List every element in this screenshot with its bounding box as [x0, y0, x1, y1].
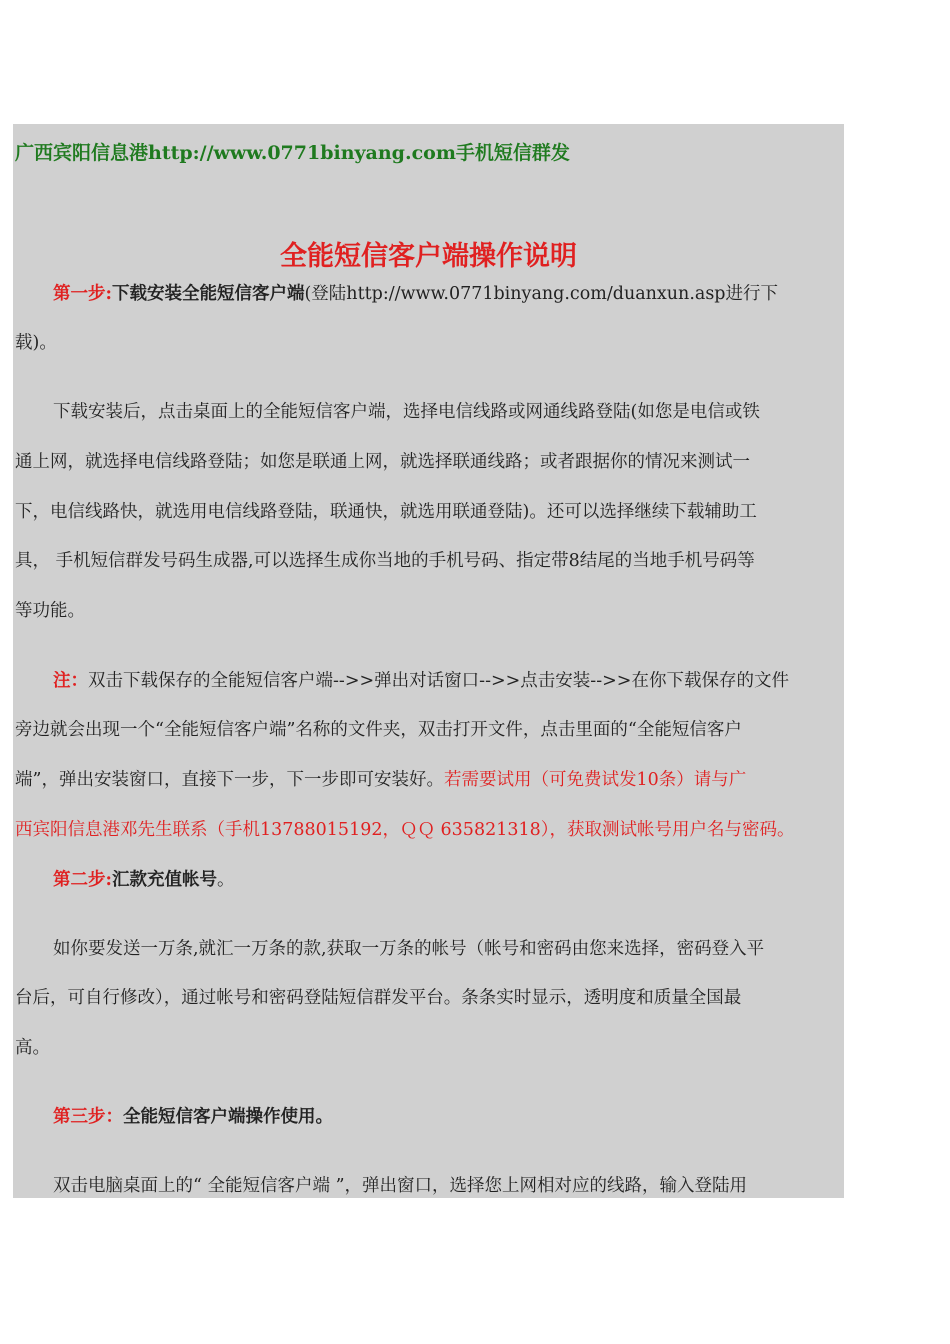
step1-line [53, 282, 778, 306]
step1-label: 第一步: [53, 284, 112, 304]
note-label: 注： [53, 671, 88, 691]
site-header: 广西宾阳信息港http://www.0771binyang.com手机短信群发 [15, 142, 570, 164]
note-contact-text: 若需要试用（可免费试发10条）请与广 [443, 770, 747, 790]
para2-line: 高。 [15, 1038, 50, 1058]
document-title: 全能短信客户端操作说明 [280, 241, 577, 272]
document-panel [13, 124, 844, 1198]
para1-line: 具， 手机短信群发号码生成器,可以选择生成你当地的手机号码、指定带8结尾的当地手机号码等 [15, 551, 755, 571]
step3-heading: 全能短信客户端操作使用。 [123, 1107, 333, 1127]
para3-line: 双击电脑桌面上的“ 全能短信客户端 ”，弹出窗口，选择您上网相对应的线路，输入登陆用 [53, 1176, 748, 1196]
para1-line: 下载安装后，点击桌面上的全能短信客户端，选择电信线路或网通线路登陆(如您是电信或铁 [53, 402, 760, 422]
step1-heading: 下载安装全能短信客户端 [111, 284, 305, 304]
step2-tail: 。 [216, 870, 235, 890]
step2-label: 第二步: [53, 870, 112, 890]
para2-line: 台后，可自行修改），通过帐号和密码登陆短信群发平台。条条实时显示，透明度和质量全国最 [15, 988, 742, 1008]
note-line: 旁边就会出现一个“全能短信客户端”名称的文件夹，双击打开文件，点击里面的“全能短信客户 [15, 720, 742, 740]
para1-line: 等功能。 [15, 601, 85, 621]
step2-line [53, 868, 234, 892]
note-contact-text: 西宾阳信息港邓先生联系（手机13788015192，ＱＱ 635821318），获取测试帐号用户名与密码。 [15, 820, 795, 840]
note-line [15, 768, 746, 792]
para1-line: 通上网，就选择电信线路登陆；如您是联通上网，就选择联通线路；或者跟据你的情况来测试一 [15, 452, 750, 472]
step2-heading: 汇款充值帐号 [111, 870, 217, 890]
step1-text: (登陆http://www.0771binyang.com/duanxun.asp进行下 [304, 284, 779, 304]
note-text: 端”，弹出安装窗口，直接下一步，下一步即可安装好。 [15, 770, 444, 790]
step1-text-cont: 载)。 [15, 333, 57, 353]
step3-label: 第三步： [53, 1107, 123, 1127]
para2-line: 如你要发送一万条,就汇一万条的款,获取一万条的帐号（帐号和密码由您来选择，密码登入平 [53, 939, 765, 959]
note-line [53, 669, 789, 693]
para1-line: 下，电信线路快，就选用电信线路登陆，联通快，就选用联通登陆)。还可以选择继续下载辅助工 [15, 502, 757, 522]
note-text: 双击下载保存的全能短信客户端-->>弹出对话窗口-->>点击安装-->>在你下载保存的文件 [88, 671, 789, 691]
step3-line [53, 1105, 333, 1129]
